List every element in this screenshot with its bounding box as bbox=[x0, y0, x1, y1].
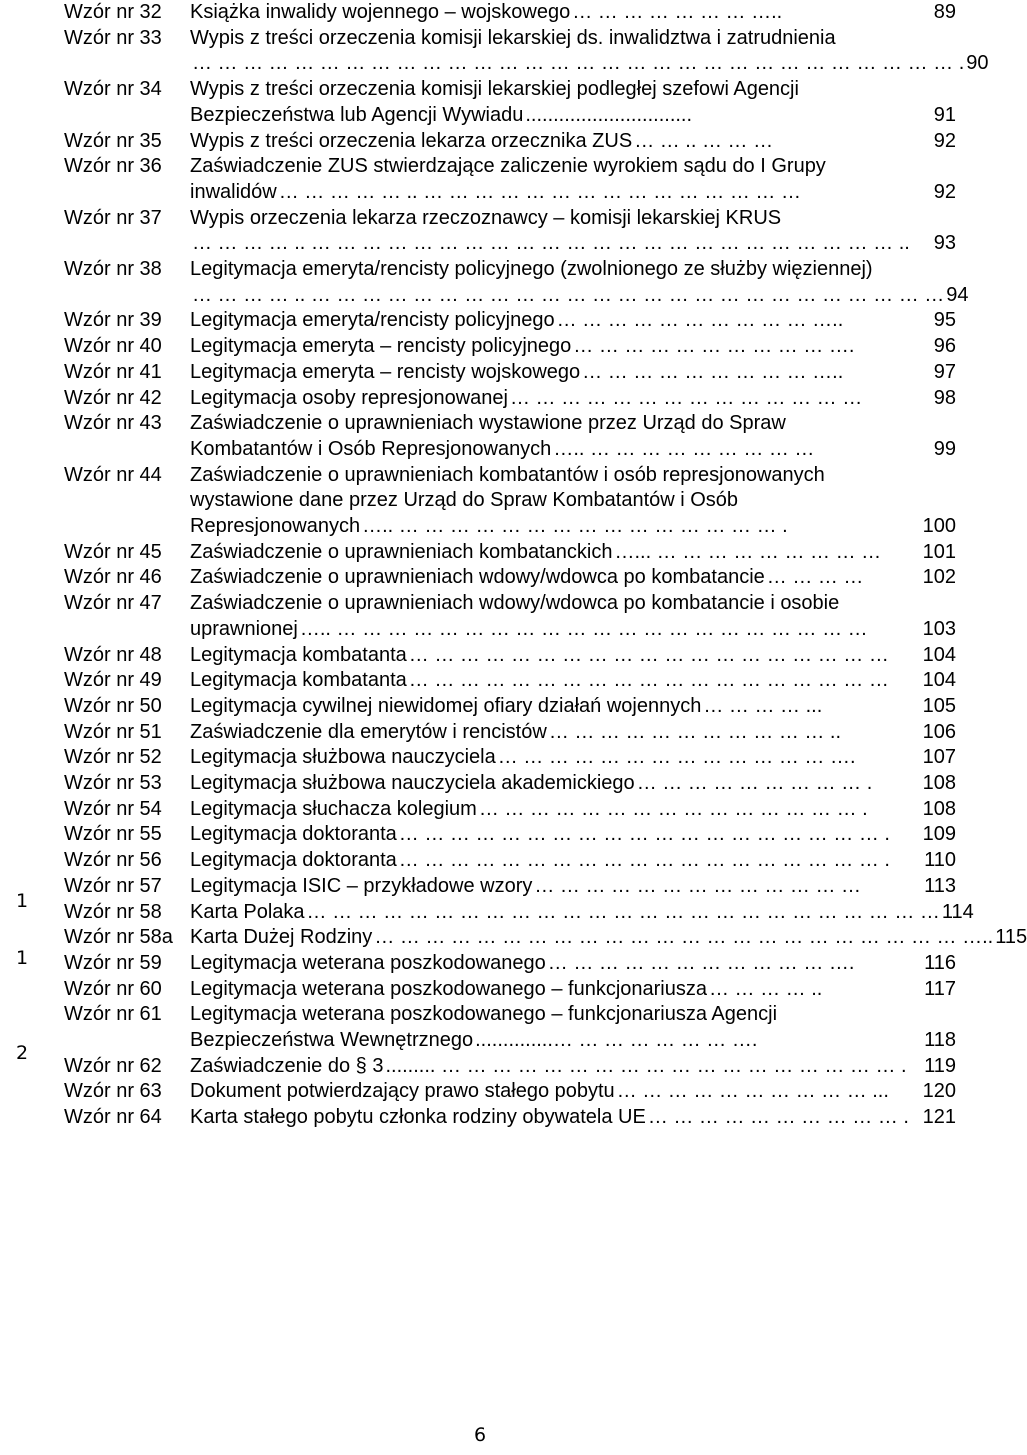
toc-title-line: Legitymacja weterana poszkodowanego – funkcjonariusza Agencji bbox=[190, 1003, 778, 1026]
toc-line bbox=[64, 694, 956, 720]
toc-leader: … … … … … … … … … … … … … … … … … … … bbox=[408, 669, 889, 692]
toc-line bbox=[64, 1002, 956, 1028]
toc-title-line: Wypis z treści orzeczenia lekarza orzecznika ZUS bbox=[190, 129, 633, 152]
toc-leader: … … … … … … … … … … …. bbox=[573, 335, 855, 358]
toc-page-number: 95 bbox=[933, 309, 956, 332]
toc-title-line: Legitymacja emeryta – rencisty wojskowego bbox=[190, 360, 581, 383]
toc-leader: … … … … ... bbox=[703, 694, 823, 717]
toc-page-number: 99 bbox=[933, 437, 956, 460]
toc-title-line: Legitymacja doktoranta bbox=[190, 823, 397, 846]
toc-title-line: wystawione dane przez Urząd do Spraw Kombatantów i Osób bbox=[190, 489, 739, 512]
toc-title-line: Legitymacja weterana poszkodowanego bbox=[190, 951, 546, 974]
toc-title-row bbox=[190, 977, 956, 1003]
toc-page-number: 106 bbox=[922, 720, 956, 743]
toc-title-line: Zaświadczenie do § 3 bbox=[190, 1054, 384, 1077]
toc-label: Wzór nr 55 bbox=[64, 823, 162, 846]
toc-line bbox=[64, 463, 956, 489]
toc-page-number: 107 bbox=[922, 746, 956, 769]
toc-line bbox=[64, 797, 956, 823]
toc-leader: … … … … … … … … … ….. bbox=[582, 360, 844, 383]
toc-title-line: Wypis z treści orzeczenia komisji lekarskiej podległej szefowi Agencji bbox=[190, 78, 799, 101]
toc-title-line: Karta Polaka bbox=[190, 900, 305, 923]
toc-title-line: Legitymacja doktoranta bbox=[190, 849, 397, 872]
toc-title-row bbox=[190, 360, 956, 386]
toc-line bbox=[64, 0, 956, 26]
toc-line bbox=[64, 257, 956, 283]
toc-title-row bbox=[190, 180, 956, 206]
toc-title-row bbox=[190, 822, 956, 848]
toc-page-number: 121 bbox=[922, 1106, 956, 1129]
toc-leader: … … … … … … … … … … … … … … … … … … … … … … … ….. bbox=[374, 926, 994, 949]
toc-label: Wzór nr 64 bbox=[64, 1106, 162, 1129]
toc-label: Wzór nr 35 bbox=[64, 129, 162, 152]
toc-line bbox=[64, 720, 956, 746]
toc-label: Wzór nr 58a bbox=[64, 926, 173, 949]
toc-leader: … … … … bbox=[766, 566, 864, 589]
toc-title-line: Legitymacja cywilnej niewidomej ofiary działań wojennych bbox=[190, 694, 702, 717]
toc-title-row bbox=[190, 103, 956, 129]
toc-page-number: 109 bbox=[922, 823, 956, 846]
toc-label: Wzór nr 40 bbox=[64, 335, 162, 358]
toc-page-number: 116 bbox=[924, 951, 956, 974]
toc-label: Wzór nr 41 bbox=[64, 360, 162, 383]
toc-leader: ….. … … … … … … … … … bbox=[553, 437, 815, 460]
toc-entry bbox=[64, 771, 956, 797]
toc-line bbox=[64, 977, 956, 1003]
toc-page-number: 114 bbox=[941, 900, 974, 923]
toc-title-row bbox=[190, 797, 956, 823]
toc-line bbox=[64, 180, 956, 206]
toc-title-row bbox=[190, 668, 956, 694]
toc-leader: … … … … … … … … … … … … … … … . bbox=[478, 797, 868, 820]
toc-title-row bbox=[190, 874, 956, 900]
toc-line bbox=[64, 360, 956, 386]
toc-leader: … … … … … … … … … … … … … … … … … … … … … … … … … bbox=[306, 900, 940, 923]
toc-page-number: 97 bbox=[933, 360, 956, 383]
toc-label: Wzór nr 47 bbox=[64, 592, 162, 615]
toc-leader: … … … … .. … … … … … … … … … … … … … … … … … … … … … … … .. bbox=[192, 232, 910, 255]
toc-page-number: 94 bbox=[946, 283, 969, 306]
toc-entry bbox=[64, 565, 956, 591]
toc-title-row bbox=[190, 848, 956, 874]
toc-page-number: 100 bbox=[922, 514, 956, 537]
toc-line bbox=[64, 77, 956, 103]
toc-title-line: Legitymacja kombatanta bbox=[190, 669, 407, 692]
toc-page-number: 102 bbox=[922, 566, 956, 589]
toc-title-line: Legitymacja służbowa nauczyciela bbox=[190, 746, 496, 769]
toc-page-number: 92 bbox=[933, 180, 956, 203]
toc-line bbox=[64, 386, 956, 412]
toc-title-row bbox=[190, 514, 956, 540]
toc-line bbox=[64, 26, 956, 52]
toc-line bbox=[64, 129, 956, 155]
toc-leader: … … … … … … … … … … … … … … … … … … … . bbox=[398, 849, 890, 872]
toc-title-row bbox=[190, 720, 956, 746]
toc-entry bbox=[64, 129, 956, 155]
toc-label: Wzór nr 39 bbox=[64, 309, 162, 332]
toc-entry bbox=[64, 0, 956, 26]
toc-entry bbox=[64, 1002, 956, 1053]
footnote-marker: 2 bbox=[15, 1042, 29, 1064]
toc-page-number: 120 bbox=[922, 1080, 956, 1103]
toc-label: Wzór nr 57 bbox=[64, 874, 162, 897]
toc-title-line: Bezpieczeństwa lub Agencji Wywiadu bbox=[190, 103, 524, 126]
toc-title-row bbox=[190, 1105, 956, 1131]
toc-title-line: Zaświadczenie o uprawnieniach wdowy/wdowca po kombatancie i osobie bbox=[190, 592, 840, 615]
toc-label: Wzór nr 62 bbox=[64, 1054, 162, 1077]
toc-leader: ….. … … … … … … … … … … … … … … … . bbox=[362, 514, 788, 537]
toc-page-number: 96 bbox=[933, 335, 956, 358]
toc-entry bbox=[64, 591, 956, 642]
toc-title-line: Legitymacja emeryta/rencisty policyjnego (zwolnionego ze służby więziennej) bbox=[190, 258, 873, 280]
toc-leader: … … … … … … … … … … ... bbox=[616, 1080, 889, 1103]
toc-title-row bbox=[190, 771, 956, 797]
toc-title-line: Legitymacja osoby represjonowanej bbox=[190, 386, 508, 409]
toc-title-row bbox=[190, 694, 956, 720]
toc-entry bbox=[64, 977, 956, 1003]
toc-page-number: 119 bbox=[924, 1054, 956, 1077]
toc-title-row bbox=[190, 308, 956, 334]
toc-title-row bbox=[190, 386, 956, 412]
toc-label: Wzór nr 54 bbox=[64, 797, 162, 820]
toc-line bbox=[64, 771, 956, 797]
toc-label: Wzór nr 56 bbox=[64, 849, 162, 872]
toc-page-number: 91 bbox=[933, 103, 956, 126]
toc-title-row bbox=[190, 1054, 956, 1080]
toc-title-line: Bezpieczeństwa Wewnętrznego bbox=[190, 1028, 474, 1051]
toc-leader: … … … … … … … … … … … … … bbox=[534, 874, 862, 897]
toc-entry bbox=[64, 360, 956, 386]
toc-line bbox=[64, 848, 956, 874]
footnote-marker: 1 bbox=[15, 890, 29, 912]
toc-line bbox=[64, 206, 956, 232]
toc-label: Wzór nr 59 bbox=[64, 951, 162, 974]
toc-title-row bbox=[190, 925, 1027, 951]
toc-title-line: Zaświadczenie dla emerytów i rencistów bbox=[190, 720, 547, 743]
toc-page-number: 90 bbox=[966, 52, 989, 75]
toc-page-number: 103 bbox=[922, 617, 956, 640]
toc-leader: … … … … … … … … … … … … … … bbox=[509, 386, 863, 409]
toc-title-line: uprawnionej bbox=[190, 617, 298, 640]
toc-label: Wzór nr 33 bbox=[64, 26, 162, 49]
toc-label: Wzór nr 43 bbox=[64, 412, 162, 435]
toc-label: Wzór nr 58 bbox=[64, 900, 162, 923]
toc-label: Wzór nr 34 bbox=[64, 78, 162, 101]
toc-page-number: 117 bbox=[924, 977, 956, 1000]
toc-page-number: 110 bbox=[924, 849, 956, 872]
toc-label: Wzór nr 44 bbox=[64, 463, 162, 486]
toc-label: Wzór nr 61 bbox=[64, 1003, 162, 1026]
toc-page-number: 108 bbox=[922, 797, 956, 820]
toc-title-line: Legitymacja słuchacza kolegium bbox=[190, 797, 477, 820]
toc-leader: …... … … … … … … … … … bbox=[614, 540, 882, 563]
toc-label: Wzór nr 63 bbox=[64, 1080, 162, 1103]
toc-line bbox=[64, 643, 956, 669]
toc-leader: … … … … .. bbox=[708, 977, 823, 1000]
toc-line bbox=[64, 1028, 956, 1054]
toc-line bbox=[64, 283, 969, 309]
toc-page-number: 115 bbox=[995, 926, 1027, 949]
toc-entry bbox=[64, 26, 989, 77]
toc-page-number: 105 bbox=[922, 694, 956, 717]
toc-title-row bbox=[190, 1079, 956, 1105]
toc-title-row bbox=[190, 129, 956, 155]
toc-leader: … … … … … … … … … … … … … … … … … … … … … … … … … … … … … … . bbox=[192, 52, 965, 75]
toc-line bbox=[64, 874, 956, 900]
toc-entry bbox=[64, 822, 956, 848]
toc-title-row bbox=[190, 437, 956, 463]
toc-label: Wzór nr 53 bbox=[64, 772, 162, 794]
toc-line bbox=[64, 51, 989, 77]
toc-entry bbox=[64, 386, 956, 412]
toc-line bbox=[64, 745, 956, 771]
toc-title-line: Legitymacja ISIC – przykładowe wzory bbox=[190, 874, 533, 897]
toc-entry bbox=[64, 668, 956, 694]
toc-leader: … … … … … … … … … … … … … …. bbox=[497, 746, 856, 769]
toc-leader: … … … … … … … … … … … … … … … … … … … . bbox=[398, 823, 890, 846]
toc-page-number: 113 bbox=[924, 874, 956, 897]
toc-entry bbox=[64, 1054, 956, 1080]
toc-line bbox=[64, 617, 956, 643]
toc-page-number: 118 bbox=[924, 1028, 956, 1051]
toc-page-number: 104 bbox=[922, 643, 956, 666]
toc-title-row bbox=[190, 334, 956, 360]
toc-leader: … … … … … … … ….. bbox=[572, 1, 783, 23]
toc-title-row bbox=[190, 643, 956, 669]
toc-title-line: Legitymacja emeryta/rencisty policyjnego bbox=[190, 309, 555, 332]
toc-leader: … … … … .. … … … … … … … … … … … … … … … … … … … … … … … … … bbox=[192, 283, 945, 306]
toc-line bbox=[64, 822, 956, 848]
toc-line bbox=[64, 231, 956, 257]
toc-entry bbox=[64, 77, 956, 128]
toc-entry bbox=[64, 848, 956, 874]
toc-entry bbox=[64, 745, 956, 771]
toc-leader: … … … … … … … … … … … …. bbox=[547, 951, 855, 974]
toc-title-row bbox=[190, 900, 974, 926]
toc-title-line: Wypis z treści orzeczenia komisji lekarskiej ds. inwalidztwa i zatrudnienia bbox=[190, 26, 836, 49]
toc-page-number: 98 bbox=[933, 386, 956, 409]
toc-title-line: Legitymacja emeryta – rencisty policyjnego bbox=[190, 335, 572, 358]
toc-title-row bbox=[190, 283, 969, 309]
toc-line bbox=[64, 900, 974, 926]
toc-line bbox=[64, 1054, 956, 1080]
toc-label: Wzór nr 60 bbox=[64, 977, 162, 1000]
toc-entry bbox=[64, 925, 1027, 951]
toc-entry bbox=[64, 951, 956, 977]
toc-title-line: Legitymacja służbowa nauczyciela akademickiego bbox=[190, 772, 635, 794]
toc-label: Wzór nr 49 bbox=[64, 669, 162, 692]
toc-label: Wzór nr 42 bbox=[64, 386, 162, 409]
toc-entry bbox=[64, 694, 956, 720]
toc-title-row bbox=[190, 231, 956, 257]
toc-entry bbox=[64, 206, 956, 257]
toc-title-line: Karta stałego pobytu członka rodziny obywatela UE bbox=[190, 1106, 646, 1129]
toc-title-line: Zaświadczenie ZUS stwierdzające zaliczenie wyrokiem sądu do I Grupy bbox=[190, 155, 826, 178]
toc-title-line: Zaświadczenie o uprawnieniach wdowy/wdowca po kombatancie bbox=[190, 566, 765, 589]
toc-line bbox=[64, 925, 1027, 951]
toc-entry bbox=[64, 463, 956, 540]
toc-title-line: Represjonowanych bbox=[190, 514, 361, 537]
toc-line bbox=[64, 951, 956, 977]
toc-title-line: Dokument potwierdzający prawo stałego pobytu bbox=[190, 1080, 615, 1103]
toc-leader: … … … … … … … … … … . bbox=[647, 1106, 909, 1129]
toc-line bbox=[64, 540, 956, 566]
toc-entry bbox=[64, 308, 956, 334]
toc-entry bbox=[64, 720, 956, 746]
toc-leader: … … … … … … … … … … … .. bbox=[548, 720, 842, 743]
toc-line bbox=[64, 591, 956, 617]
toc-line bbox=[64, 488, 956, 514]
toc-title-row bbox=[190, 1028, 956, 1054]
toc-entry bbox=[64, 797, 956, 823]
toc-entry bbox=[64, 154, 956, 205]
toc-label: Wzór nr 51 bbox=[64, 720, 162, 743]
toc-label: Wzór nr 48 bbox=[64, 643, 162, 666]
toc-entry bbox=[64, 643, 956, 669]
toc-label: Wzór nr 32 bbox=[64, 1, 162, 23]
toc-entry bbox=[64, 1105, 956, 1131]
toc-title-row bbox=[190, 951, 956, 977]
toc-leader: ......... … … … … … … … … … … … … … … … … … … . bbox=[385, 1054, 907, 1077]
toc-line bbox=[64, 514, 956, 540]
toc-title-line: Legitymacja kombatanta bbox=[190, 643, 407, 666]
toc-leader: … … … … … … … … … … … … … … … … … … … bbox=[408, 643, 889, 666]
toc-line bbox=[64, 668, 956, 694]
footnote-marker: 1 bbox=[15, 947, 29, 969]
toc-entry bbox=[64, 900, 974, 926]
toc-leader: … … … … … … … … … … ….. bbox=[556, 309, 844, 332]
toc-line bbox=[64, 1105, 956, 1131]
toc-page-number: 92 bbox=[933, 129, 956, 152]
toc-page-number: 93 bbox=[933, 232, 956, 255]
page-number: 6 bbox=[473, 1424, 487, 1446]
toc-label: Wzór nr 36 bbox=[64, 155, 162, 178]
toc-leader: … … .. … … … bbox=[634, 129, 774, 152]
toc-line bbox=[64, 1079, 956, 1105]
toc-leader: .............................. bbox=[525, 103, 693, 126]
toc-label: Wzór nr 37 bbox=[64, 206, 162, 229]
toc-title-line: Zaświadczenie o uprawnieniach kombatanckich bbox=[190, 540, 613, 563]
toc-title-row bbox=[190, 51, 989, 77]
toc-label: Wzór nr 46 bbox=[64, 566, 162, 589]
toc-title-line: Książka inwalidy wojennego – wojskowego bbox=[190, 1, 571, 23]
toc-page-number: 89 bbox=[933, 1, 956, 23]
toc-entry bbox=[64, 540, 956, 566]
toc-entry bbox=[64, 874, 956, 900]
toc-title-line: Karta Dużej Rodziny bbox=[190, 926, 373, 949]
toc-entry bbox=[64, 1079, 956, 1105]
toc-title-row bbox=[190, 617, 956, 643]
toc-title-row bbox=[190, 565, 956, 591]
toc-label: Wzór nr 38 bbox=[64, 258, 162, 280]
toc-title-line: inwalidów bbox=[190, 180, 277, 203]
toc-title-row bbox=[190, 0, 956, 26]
toc-title-line: Wypis orzeczenia lekarza rzeczoznawcy – komisji lekarskiej KRUS bbox=[190, 206, 782, 229]
toc-line bbox=[64, 565, 956, 591]
toc-title-line: Kombatantów i Osób Represjonowanych bbox=[190, 437, 552, 460]
toc-title-line: Zaświadczenie o uprawnieniach wystawione przez Urząd do Spraw bbox=[190, 412, 786, 435]
toc-label: Wzór nr 52 bbox=[64, 746, 162, 769]
toc-leader: … … … … … … … … … . bbox=[636, 772, 873, 794]
toc-leader: ….. … … … … … … … … … … … … … … … … … … … … … bbox=[299, 617, 868, 640]
toc-title-line: Legitymacja weterana poszkodowanego – funkcjonariusza bbox=[190, 977, 707, 1000]
toc-label: Wzór nr 45 bbox=[64, 540, 162, 563]
toc-line bbox=[64, 437, 956, 463]
toc-leader: ..............… … … … … … … …. bbox=[475, 1028, 758, 1051]
toc-page-number: 104 bbox=[922, 669, 956, 692]
toc-line bbox=[64, 103, 956, 129]
toc-title-row bbox=[190, 745, 956, 771]
toc-title-line: Zaświadczenie o uprawnieniach kombatantów i osób represjonowanych bbox=[190, 463, 825, 486]
toc-page-number: 101 bbox=[922, 540, 956, 563]
toc-leader: … … … … … .. … … … … … … … … … … … … … … … bbox=[278, 180, 801, 203]
toc-line bbox=[64, 411, 956, 437]
toc-line bbox=[64, 334, 956, 360]
toc-line bbox=[64, 308, 956, 334]
toc-line bbox=[64, 154, 956, 180]
toc-title-row bbox=[190, 540, 956, 566]
toc-entry bbox=[64, 257, 969, 308]
toc-entry bbox=[64, 334, 956, 360]
toc-entry bbox=[64, 411, 956, 462]
toc-page-number: 108 bbox=[922, 772, 956, 794]
toc-label: Wzór nr 50 bbox=[64, 694, 162, 717]
